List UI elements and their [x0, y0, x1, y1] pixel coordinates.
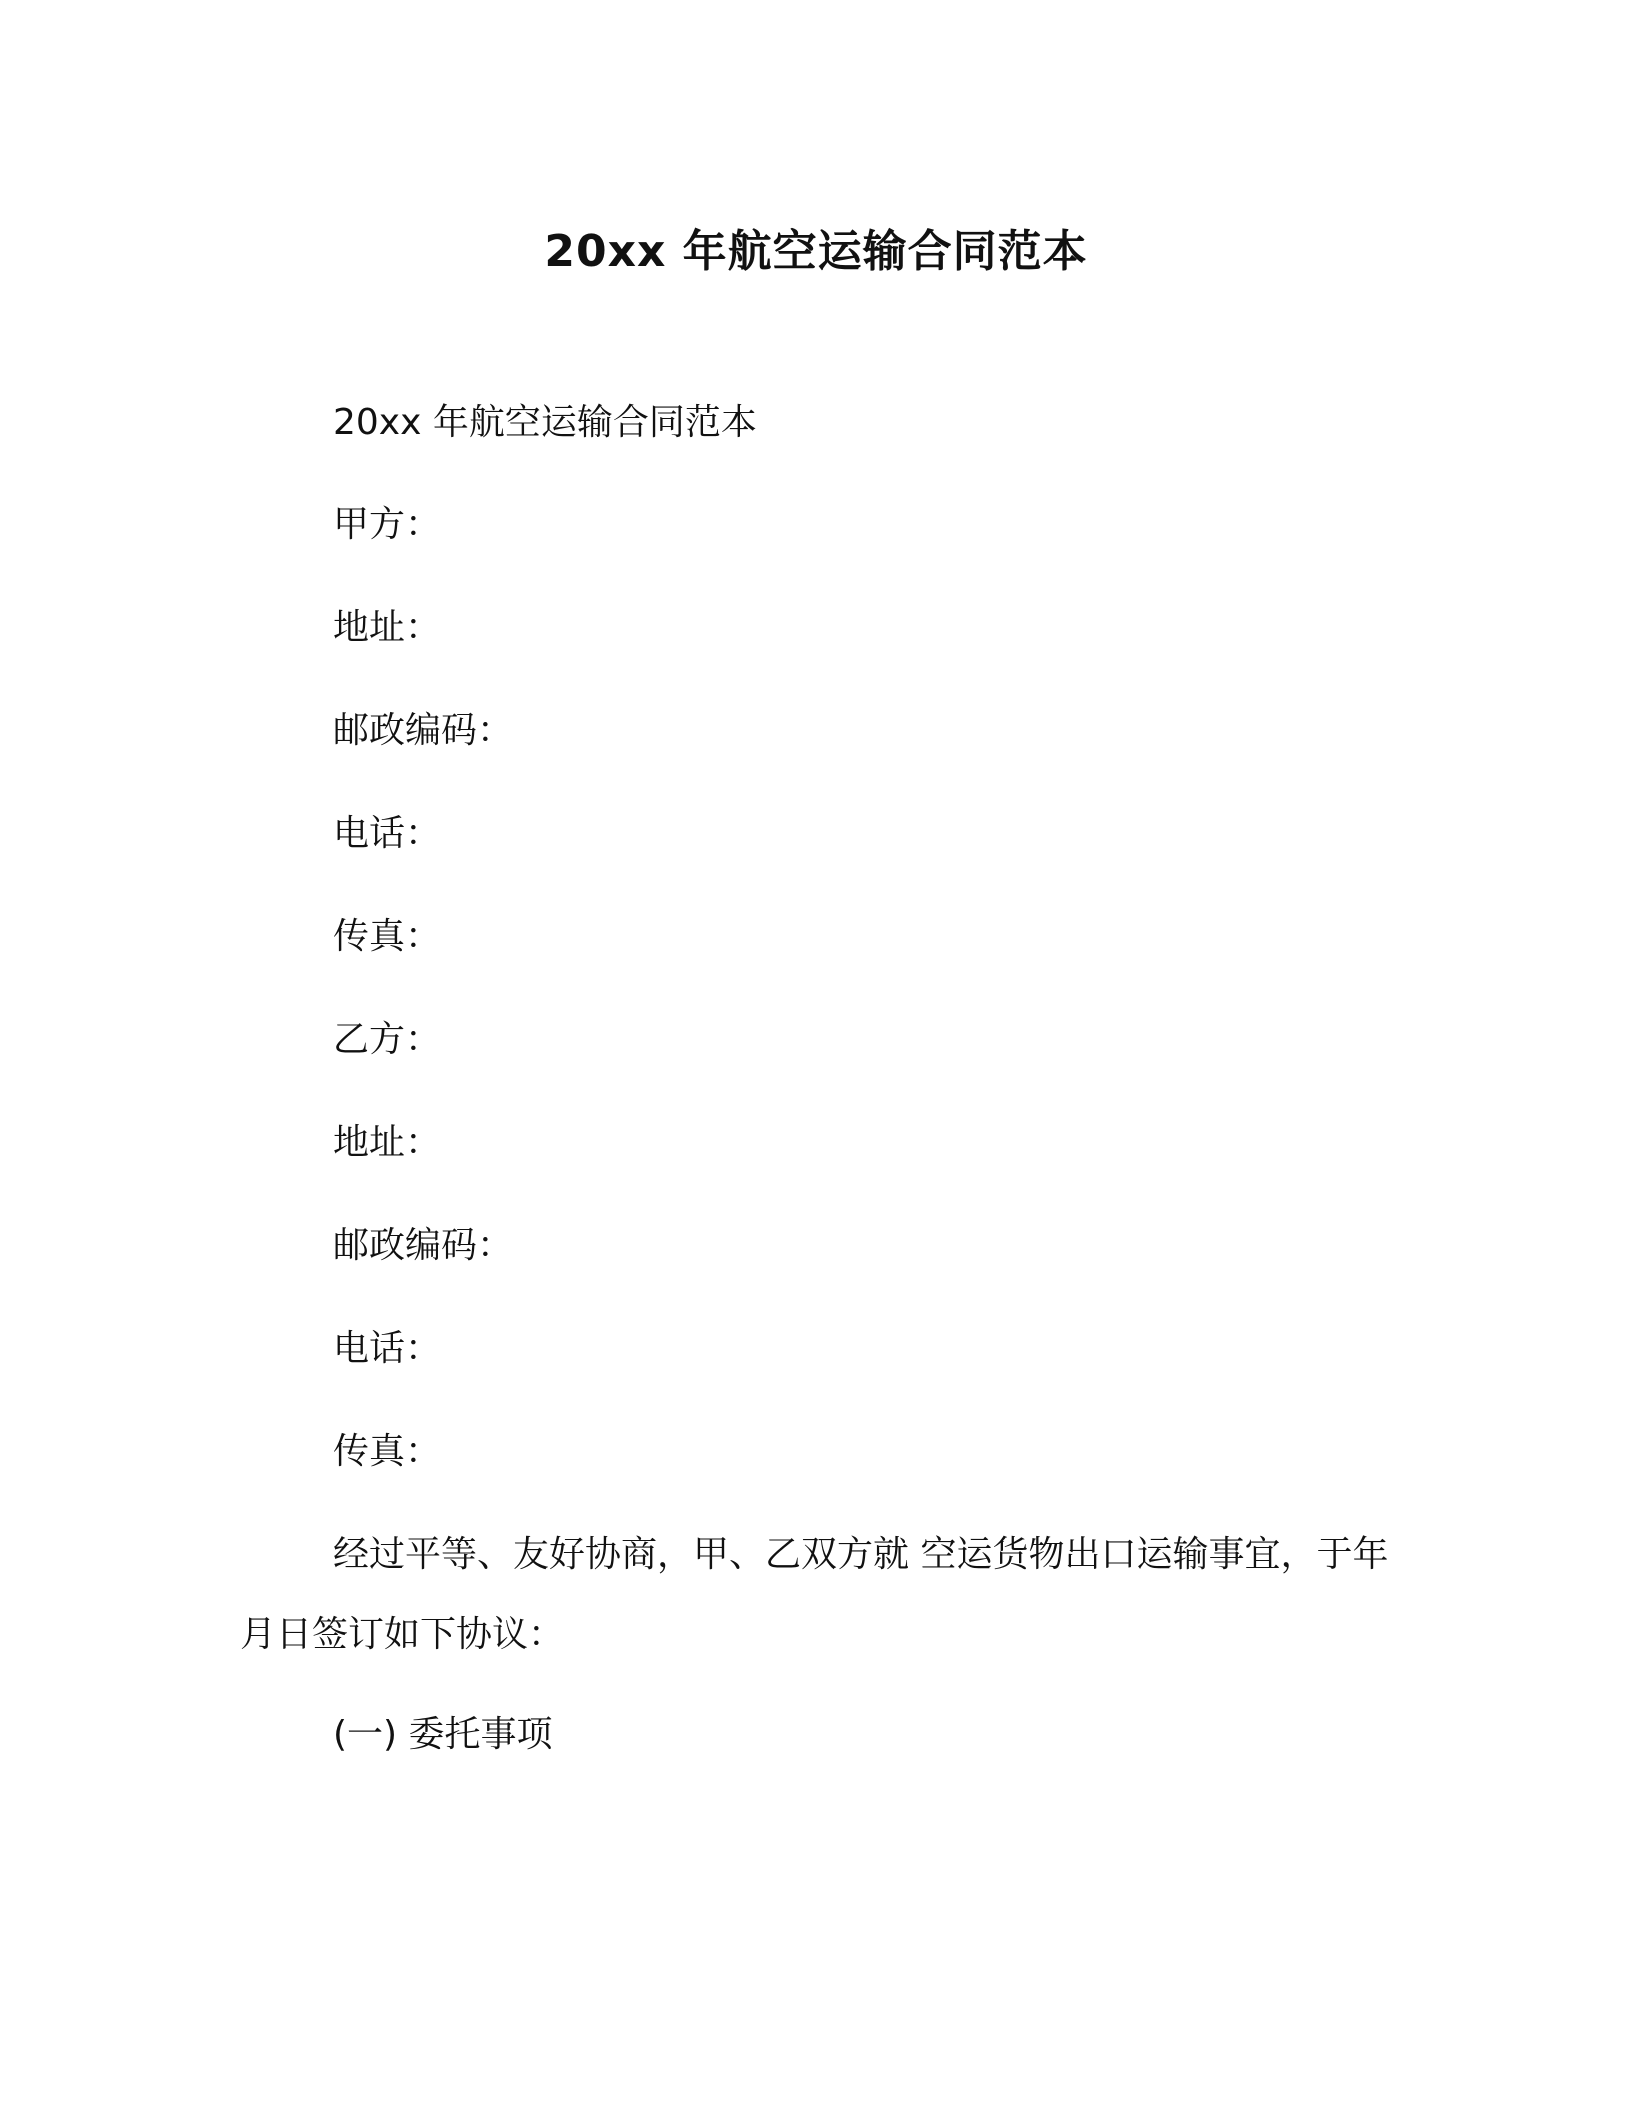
party-a-address-label: 地址： — [333, 607, 442, 648]
party-a-name-label: 甲方： — [333, 504, 442, 545]
party-b-address-label: 地址： — [333, 1122, 442, 1163]
intro-paragraph: 经过平等、友好协商，甲、乙双方就 空运货物出口运输事宜，于年月日签订如下协议： — [240, 1534, 1389, 1655]
document-subtitle: 20xx 年航空运输合同范本 — [333, 402, 757, 443]
party-a-phone-label: 电话： — [333, 813, 442, 854]
section-1-heading: (一) 委托事项 — [333, 1714, 553, 1755]
party-a-fax-label: 传真： — [333, 916, 442, 957]
party-b-name-label: 乙方： — [333, 1019, 442, 1060]
party-b-fax-label: 传真： — [333, 1431, 442, 1472]
party-b-phone-label: 电话： — [333, 1328, 442, 1369]
party-b-postal-label: 邮政编码： — [333, 1225, 514, 1266]
party-a-postal-label: 邮政编码： — [333, 710, 514, 751]
document-title: 20xx 年航空运输合同范本 — [544, 226, 1088, 277]
